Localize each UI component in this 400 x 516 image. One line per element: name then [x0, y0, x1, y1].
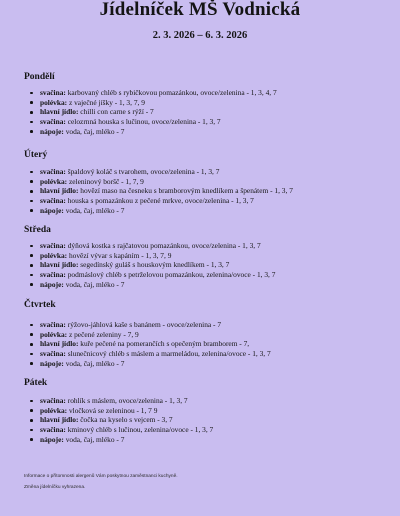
day-heading-monday: Pondělí: [24, 72, 55, 82]
item-label: svačina:: [40, 396, 66, 405]
item-text: voda, čaj, mléko - 7: [65, 358, 125, 368]
item-text: hovězí maso na česneku s bramborovým knedlíkem a špenátem - 1, 3, 7: [80, 186, 293, 196]
item-label: svačina:: [40, 270, 66, 280]
item-label: nápoje:: [40, 434, 64, 444]
day-heading-wednesday: Středa: [24, 225, 51, 235]
item-label: polévka:: [40, 97, 68, 107]
menu-item: [28, 270, 275, 280]
item-text: z pečené zeleniny - 7, 9: [68, 329, 139, 339]
item-text: houska s pomazánkou z pečené mrkve, ovoce/zelenina - 1, 3, 7: [67, 196, 254, 206]
item-label: hlavní jídlo:: [40, 415, 79, 425]
item-label: nápoje:: [40, 126, 64, 136]
menu-item: [28, 167, 293, 177]
item-label: polévka:: [40, 329, 68, 339]
item-text: hovězí vývar s kapáním - 1, 3, 7, 9: [68, 250, 172, 260]
item-label: hlavní jídlo:: [40, 260, 79, 270]
item-text: rohlík s máslem, ovoce/zelenina - 1, 3, 7: [67, 396, 188, 405]
day-heading-thursday: Čtvrtek: [24, 300, 56, 310]
item-text: chilli con carne s rýží - 7: [80, 107, 154, 117]
menu-item: [28, 251, 275, 261]
item-label: svačina:: [40, 196, 66, 206]
menu-item: [28, 127, 277, 137]
item-text: kminový chléb s lučinou, zelenina/ovoce - 1, 3, 7: [67, 425, 214, 435]
menu-item: [28, 196, 293, 206]
item-text: podmáslový chléb s petrželovou pomazánkou, zelenina/ovoce - 1, 3, 7: [67, 270, 276, 280]
menu-item: [28, 425, 213, 435]
item-text: čočka na kyselo s vejcem - 3, 7: [80, 415, 173, 425]
menu-item: [28, 415, 213, 425]
menu-item: [28, 330, 271, 340]
menu-item: [28, 186, 293, 196]
item-text: voda, čaj, mléko - 7: [65, 434, 125, 444]
item-text: vločková se zeleninou - 1, 7 9: [68, 405, 158, 415]
item-text: rýžovo-jáhlová kaše s banánem - ovoce/zelenina - 7: [67, 320, 222, 329]
item-text: voda, čaj, mléko - 7: [65, 126, 125, 136]
day-list-friday: [28, 396, 213, 445]
allergen-note: Informace o přítomnosti alergenů Vám poskytnou zaměstnanci kuchyně.: [24, 474, 178, 479]
item-label: svačina:: [40, 88, 66, 97]
menu-item: [28, 349, 271, 359]
item-text: špaldový koláč s tvarohem, ovoce/zelenina - 1, 3, 7: [67, 167, 220, 176]
item-label: hlavní jídlo:: [40, 339, 79, 349]
menu-item: [28, 98, 277, 108]
item-label: svačina:: [40, 241, 66, 250]
item-text: dýňová kostka s rajčatovou pomazánkou, ovoce/zelenina - 1, 3, 7: [67, 241, 261, 250]
item-text: segedínský guláš s houskovým knedlíkem - 1, 3, 7: [80, 260, 230, 270]
day-heading-tuesday: Úterý: [24, 150, 48, 160]
item-text: karbovaný chléb s rybičkovou pomazánkou, ovoce/zelenina - 1, 3, 4, 7: [67, 88, 277, 97]
menu-item: [28, 320, 271, 330]
menu-item: [28, 241, 275, 251]
item-label: svačina:: [40, 425, 66, 435]
date-range: 2. 3. 2026 – 6. 3. 2026: [152, 30, 248, 41]
menu-item: [28, 117, 277, 127]
menu-item: [28, 177, 293, 187]
day-list-wednesday: [28, 241, 275, 290]
menu-item: [28, 206, 293, 216]
menu-item: [28, 88, 277, 98]
page-title: Jídelníček MŠ Vodnická: [99, 0, 301, 20]
menu-item: [28, 339, 271, 349]
item-label: polévka:: [40, 176, 68, 186]
menu-change-note: Změna jídelníčku vyhrazena.: [24, 485, 86, 490]
menu-item: [28, 260, 275, 270]
menu-item: [28, 107, 277, 117]
item-label: svačina:: [40, 117, 66, 127]
menu-item: [28, 359, 271, 369]
item-label: nápoje:: [40, 358, 64, 368]
item-label: nápoje:: [40, 279, 64, 289]
menu-item: [28, 396, 213, 406]
item-label: hlavní jídlo:: [40, 186, 79, 196]
item-label: svačina:: [40, 320, 66, 329]
item-label: polévka:: [40, 405, 68, 415]
item-label: svačina:: [40, 167, 66, 176]
menu-item: [28, 406, 213, 416]
item-text: z vaječné jíšky - 1, 3, 7, 9: [68, 97, 145, 107]
item-text: voda, čaj, mléko - 7: [65, 279, 125, 289]
item-label: hlavní jídlo:: [40, 107, 79, 117]
menu-item: [28, 280, 275, 290]
day-list-tuesday: [28, 167, 293, 216]
item-label: svačina:: [40, 349, 66, 359]
day-heading-friday: Pátek: [24, 378, 48, 388]
item-label: nápoje:: [40, 205, 64, 215]
item-text: voda, čaj, mléko - 7: [65, 205, 125, 215]
menu-item: [28, 435, 213, 445]
item-label: polévka:: [40, 250, 68, 260]
day-list-thursday: [28, 320, 271, 369]
item-text: kuře pečené na pomerančích s opečeným bramborem - 7,: [80, 339, 250, 349]
item-text: slunečnicový chléb s máslem a marmeládou, zelenina/ovoce - 1, 3, 7: [67, 349, 271, 359]
item-text: zeleninový boršč - 1, 7, 9: [68, 176, 144, 186]
day-list-monday: [28, 88, 277, 137]
item-text: celozrnná houska s lučinou, ovoce/zelenina - 1, 3, 7: [67, 117, 221, 127]
